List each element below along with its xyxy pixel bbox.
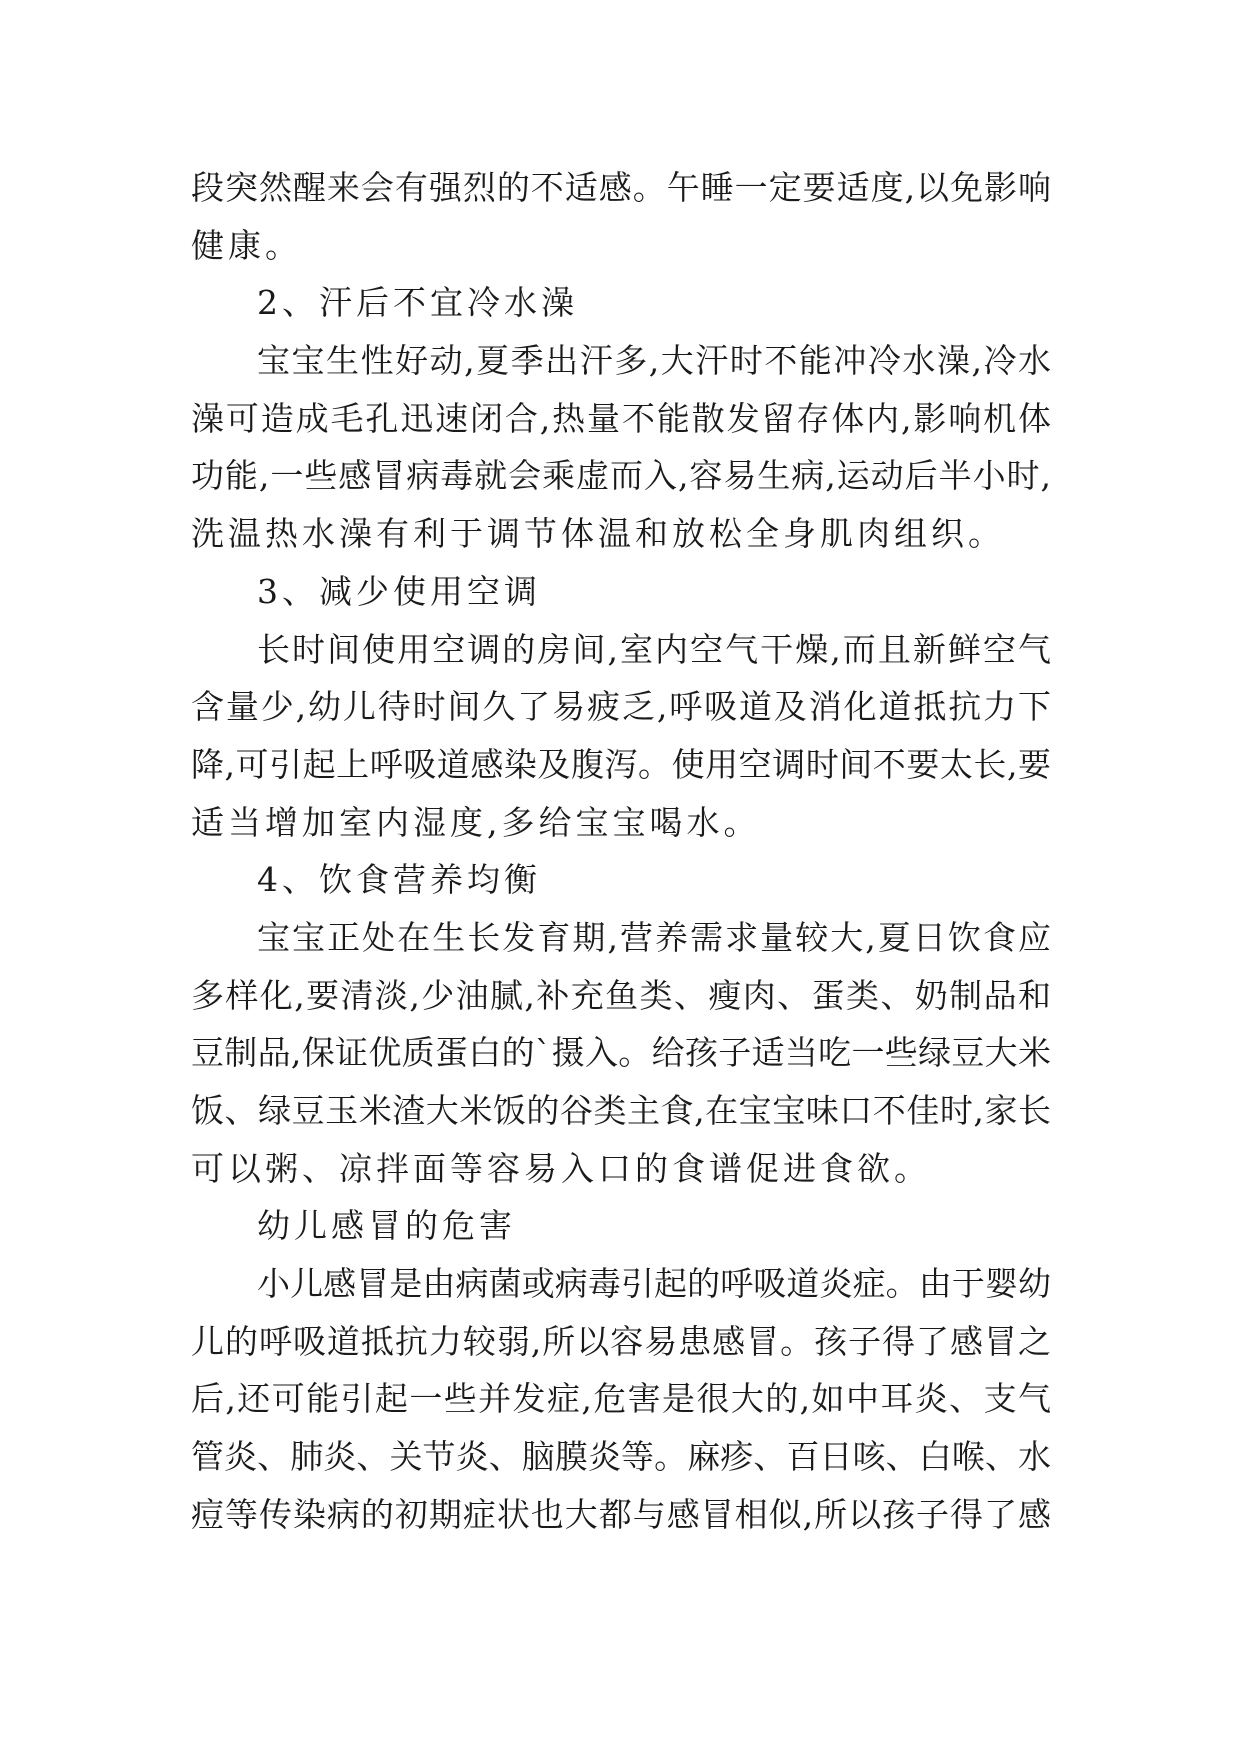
text-line: 适当增加室内湿度,多给宝宝喝水。 (191, 802, 761, 842)
text-line: 儿的呼吸道抵抗力较弱,所以容易患感冒。孩子得了感冒之 (191, 1321, 1051, 1361)
text-line: 降,可引起上呼吸道感染及腹泻。使用空调时间不要太长,要 (191, 744, 1051, 784)
text-line: 饭、绿豆玉米渣大米饭的谷类主食,在宝宝味口不佳时,家长 (191, 1091, 1051, 1130)
text-line: 功能,一些感冒病毒就会乘虚而入,容易生病,运动后半小时, (191, 456, 1051, 496)
section-heading: 4、饮食营养均衡 (257, 860, 541, 900)
text-line: 豆制品,保证优质蛋白的`摄入。给孩子适当吃一些绿豆大米 (191, 1033, 1051, 1073)
text-line: 管炎、肺炎、关节炎、脑膜炎等。麻疹、百日咳、白喉、水 (191, 1437, 1051, 1477)
text-line: 洗温热水澡有利于调节体温和放松全身肌肉组织。 (191, 514, 1005, 554)
text-line: 可以粥、凉拌面等容易入口的食谱促进食欲。 (191, 1148, 931, 1188)
text-line: 长时间使用空调的房间,室内空气干燥,而且新鲜空气 (257, 629, 1051, 669)
section-heading: 3、减少使用空调 (257, 571, 541, 611)
section-heading: 幼儿感冒的危害 (257, 1206, 516, 1246)
section-heading: 2、汗后不宜冷水澡 (257, 283, 578, 323)
text-line: 小儿感冒是由病菌或病毒引起的呼吸道炎症。由于婴幼 (257, 1264, 1051, 1304)
text-line: 段突然醒来会有强烈的不适感。午睡一定要适度,以免影响 (191, 168, 1051, 207)
text-line: 宝宝正处在生长发育期,营养需求量较大,夏日饮食应 (257, 917, 1051, 957)
text-line: 多样化,要清淡,少油腻,补充鱼类、瘦肉、蛋类、奶制品和 (191, 975, 1051, 1015)
document-body (191, 159, 1051, 1544)
text-line: 后,还可能引起一些并发症,危害是很大的,如中耳炎、支气 (191, 1379, 1051, 1419)
text-line: 痘等传染病的初期症状也大都与感冒相似,所以孩子得了感 (191, 1494, 1051, 1534)
text-line: 含量少,幼儿待时间久了易疲乏,呼吸道及消化道抵抗力下 (191, 687, 1051, 727)
text-line: 健康。 (191, 225, 302, 265)
text-line: 澡可造成毛孔迅速闭合,热量不能散发留存体内,影响机体 (191, 398, 1051, 438)
text-line: 宝宝生性好动,夏季出汗多,大汗时不能冲冷水澡,冷水 (257, 341, 1051, 381)
